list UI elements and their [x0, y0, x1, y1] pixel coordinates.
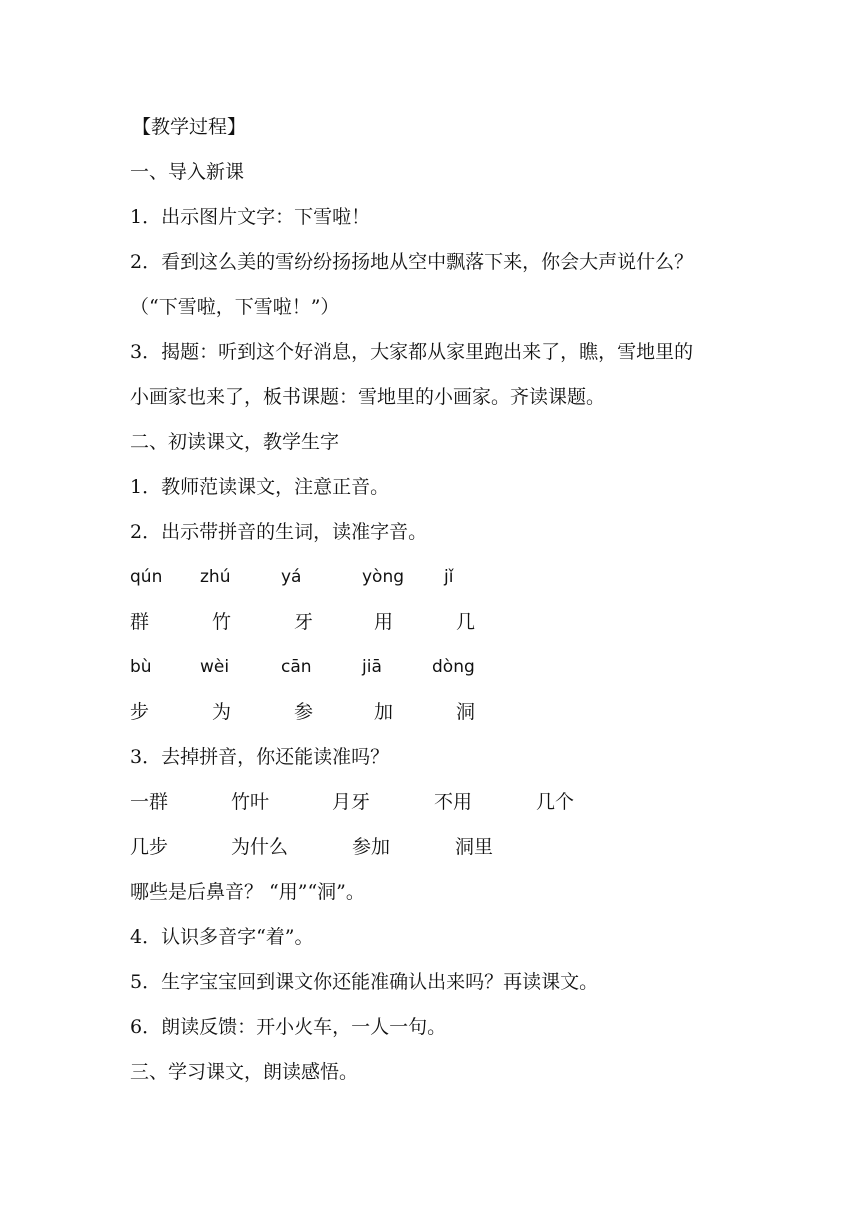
character-row-2 [130, 694, 770, 739]
section-1-item-2: 2．看到这么美的雪纷纷扬扬地从空中飘落下来，你会大声说什么？ [130, 251, 694, 273]
character-cell: 参 [294, 701, 314, 723]
character-cell: 几 [456, 611, 476, 633]
lesson-plan-content [130, 109, 770, 1099]
word-cell: 洞里 [455, 836, 494, 858]
pinyin-cell: jiā [362, 657, 382, 677]
word-cell: 参加 [352, 836, 391, 858]
words-row-1 [130, 784, 770, 829]
section-1-item-3: 3．揭题：听到这个好消息，大家都从家里跑出来了，瞧，雪地里的 [130, 341, 694, 363]
character-cell: 为 [212, 701, 232, 723]
character-row-1 [130, 604, 770, 649]
pinyin-cell: yá [281, 567, 302, 587]
word-cell: 几步 [130, 836, 169, 858]
section-2-item-1: 1．教师范读课文，注意正音。 [130, 476, 390, 498]
pinyin-cell: cān [281, 657, 312, 677]
section-2-item-6: 6．朗读反馈：开小火车，一人一句。 [130, 1016, 447, 1038]
section-2-title: 二、初读课文，教学生字 [130, 431, 340, 453]
character-cell: 牙 [294, 611, 314, 633]
back-nasal-note: 哪些是后鼻音？ “用”“洞”。 [130, 881, 365, 903]
character-cell: 竹 [212, 611, 232, 633]
section-1-title: 一、导入新课 [130, 161, 245, 183]
section-2-item-3: 3．去掉拼音，你还能读准吗？ [130, 746, 390, 768]
section-2-item-5: 5．生字宝宝回到课文你还能准确认出来吗？再读课文。 [130, 971, 599, 993]
pinyin-row-2 [130, 649, 770, 694]
character-cell: 群 [130, 611, 150, 633]
pinyin-cell: yòng [362, 567, 405, 587]
pinyin-cell: zhú [200, 567, 231, 587]
pinyin-cell: wèi [200, 657, 230, 677]
section-1-item-1: 1．出示图片文字：下雪啦！ [130, 206, 371, 228]
words-row-2 [130, 829, 770, 874]
section-1-item-2-answer: （“下雪啦，下雪啦！”） [130, 296, 340, 318]
pinyin-row-1 [130, 559, 770, 604]
pinyin-cell: jǐ [444, 567, 454, 587]
character-cell: 洞 [456, 701, 476, 723]
section-2-item-4: 4．认识多音字“着”。 [130, 926, 314, 948]
character-cell: 步 [130, 701, 150, 723]
teaching-process-heading: 【教学过程】 [132, 116, 247, 138]
word-cell: 一群 [130, 791, 169, 813]
word-cell: 为什么 [231, 836, 289, 858]
character-cell: 用 [374, 611, 394, 633]
section-2-item-2: 2．出示带拼音的生词，读准字音。 [130, 521, 428, 543]
word-cell: 几个 [536, 791, 575, 813]
pinyin-cell: bù [130, 657, 152, 677]
pinyin-cell: dòng [432, 657, 475, 677]
word-cell: 竹叶 [231, 791, 270, 813]
character-cell: 加 [374, 701, 394, 723]
word-cell: 不用 [434, 791, 473, 813]
section-3-title: 三、学习课文，朗读感悟。 [130, 1061, 359, 1083]
section-1-item-3-continued: 小画家也来了，板书课题：雪地里的小画家。齐读课题。 [130, 386, 606, 408]
pinyin-cell: qún [130, 567, 163, 587]
word-cell: 月牙 [332, 791, 371, 813]
